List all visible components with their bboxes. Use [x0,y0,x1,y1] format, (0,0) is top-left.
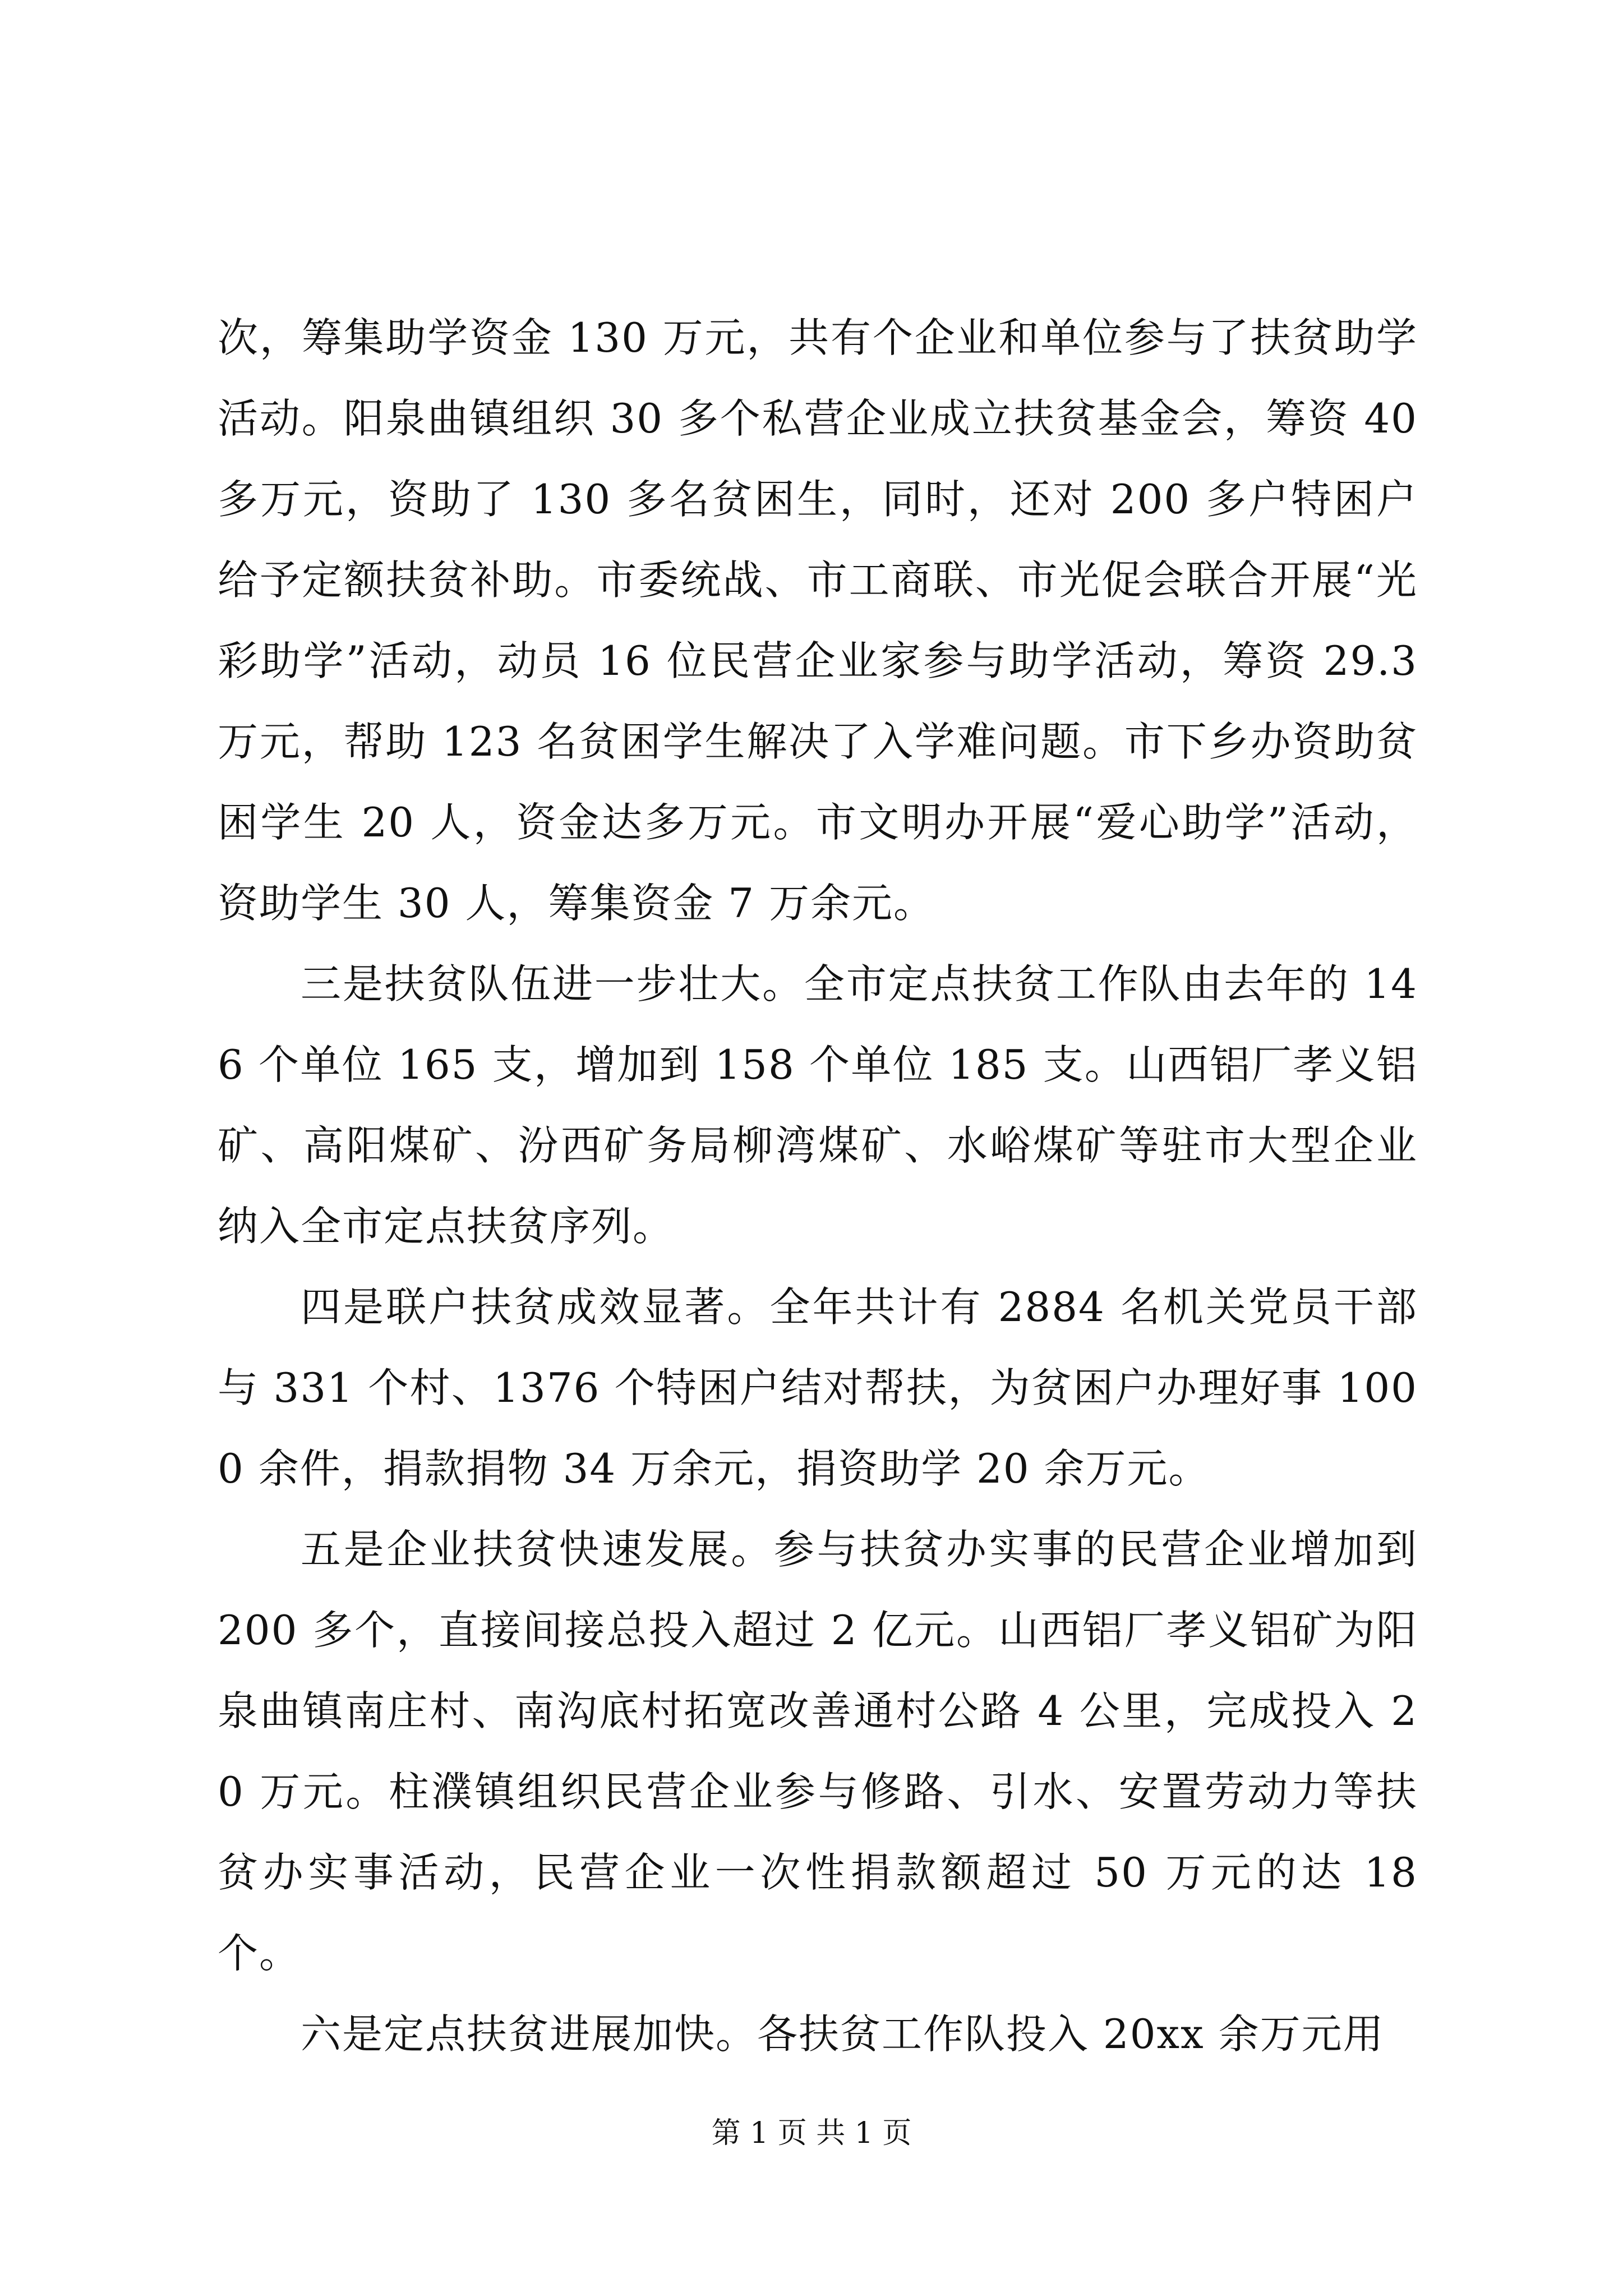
paragraph-1: 次，筹集助学资金 130 万元，共有个企业和单位参与了扶贫助学活动。阳泉曲镇组织 30 多个私营企业成立扶贫基金会，筹资 40 多万元，资助了 130 多名贫困生，同时，还对 200 多户特困户给予定额扶贫补助。市委统战、市工商联、市光促会联合开展“光彩助学”活动，动员 16 位民营企业家参与助学活动，筹资 29.3 万元，帮助 123 名贫困学生解决了入学难问题。市下乡办资助贫困学生 20 人，资金达多万元。市文明办开展“爱心助学”活动，资助学生 30 人，筹集资金 7 万余元。 [218,314,1418,927]
paragraph-3: 四是联户扶贫成效显著。全年共计有 2884 名机关党员干部与 331 个村、1376 个特困户结对帮扶，为贫困户办理好事 1000 余件，捐款捐物 34 万余元，捐资助学 20 余万元。 [218,1283,1418,1492]
paragraph-2: 三是扶贫队伍进一步壮大。全市定点扶贫工作队由去年的 146 个单位 165 支，增加到 158 个单位 185 支。山西铝厂孝义铝矿、高阳煤矿、汾西矿务局柳湾煤矿、水峪煤矿等驻市大型企业纳入全市定点扶贫序列。 [218,960,1418,1250]
page-footer: 第 1 页 共 1 页 [711,2116,912,2150]
paragraph-5: 六是定点扶贫进展加快。各扶贫工作队投入 20xx 余万元用 [301,2010,1385,2058]
document-body [218,297,1418,2074]
paragraph-4: 五是企业扶贫快速发展。参与扶贫办实事的民营企业增加到 200 多个，直接间接总投入超过 2 亿元。山西铝厂孝义铝矿为阳泉曲镇南庄村、南沟底村拓宽改善通村公路 4 公里，完成投入 20 万元。柱濮镇组织民营企业参与修路、引水、安置劳动力等扶贫办实事活动，民营企业一次性捐款额超过 50 万元的达 18 个。 [218,1526,1418,1977]
